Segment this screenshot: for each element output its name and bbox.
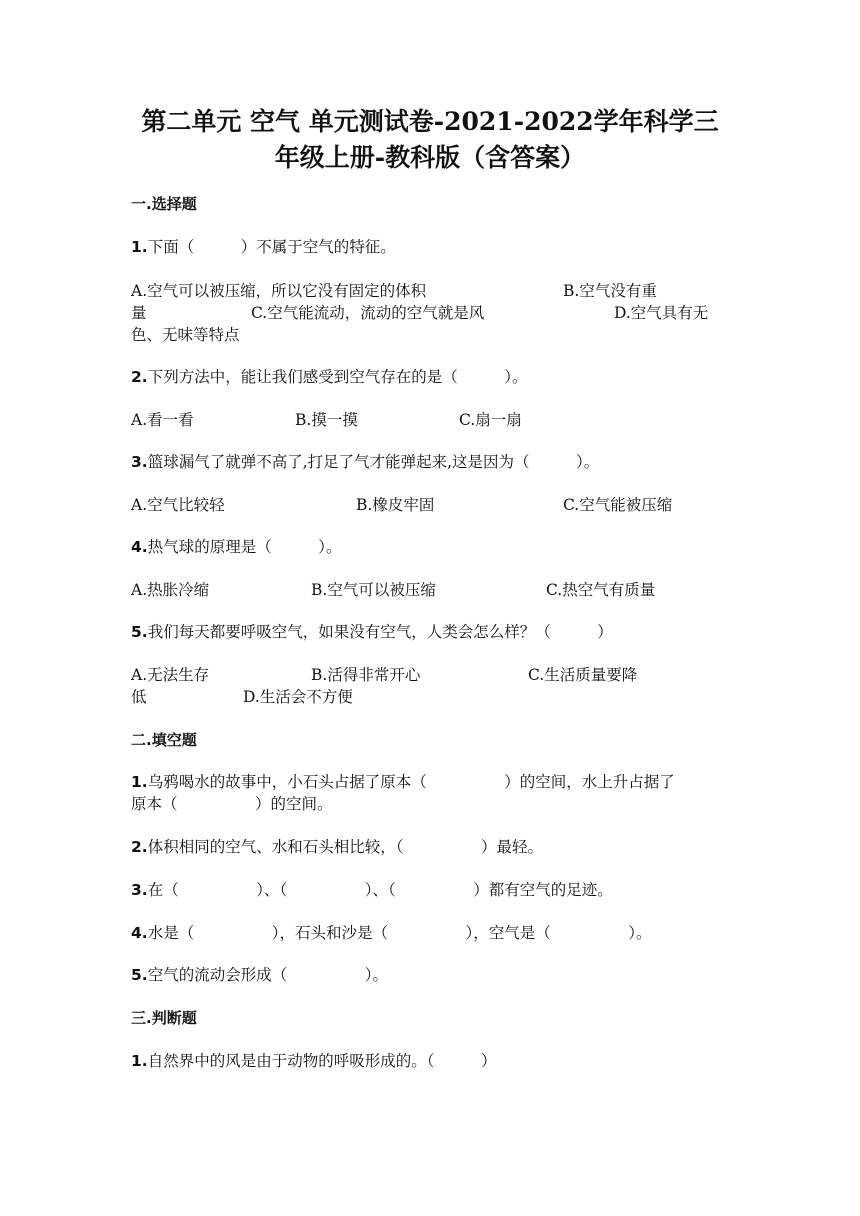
question-number: 1. [131, 773, 148, 791]
question-text: 下列方法中，能让我们感受到空气存在的是（ ）。 [147, 368, 528, 386]
section-heading-fill: 二.填空题 [131, 731, 197, 749]
title-line-1: 第二单元 空气 单元测试卷-2021-2022学年科学三 [141, 107, 719, 136]
question-2-2 [131, 836, 731, 858]
question-number: 1. [131, 1052, 148, 1070]
question-2-1-cont: 原本（ ）的空间。 [131, 795, 333, 813]
option-a: A.空气比较轻 [131, 496, 225, 514]
option-b: B.空气没有重 [563, 282, 657, 300]
option-b: B.橡皮牢固 [356, 496, 435, 514]
question-number: 2. [131, 368, 148, 386]
question-1-4 [131, 536, 731, 558]
section-heading-choice: 一.选择题 [131, 195, 197, 213]
question-text: 空气的流动会形成（ ）。 [147, 966, 388, 984]
section-heading-judge: 三.判断题 [131, 1009, 197, 1027]
question-2-3 [131, 879, 731, 901]
option-b: B.空气可以被压缩 [311, 581, 436, 599]
question-text: 篮球漏气了就弹不高了,打足了气才能弹起来,这是因为（ ）。 [147, 453, 600, 471]
question-text: 自然界中的风是由于动物的呼吸形成的。（ ） [147, 1052, 497, 1070]
question-text: 下面（ ）不属于空气的特征。 [147, 238, 396, 256]
option-a: A.热胀冷缩 [131, 581, 210, 599]
question-3-1 [131, 1050, 731, 1072]
option-a: A.空气可以被压缩，所以它没有固定的体积 [131, 282, 427, 300]
question-1-1 [131, 236, 731, 258]
option-c: C.扇一扇 [459, 411, 522, 429]
question-number: 4. [131, 538, 148, 556]
option-d-cont: 色、无味等特点 [131, 326, 240, 344]
option-b: B.活得非常开心 [311, 666, 421, 684]
question-text: 热气球的原理是（ ）。 [147, 538, 342, 556]
question-number: 2. [131, 838, 148, 856]
question-number: 3. [131, 453, 148, 471]
question-1-2 [131, 366, 731, 388]
option-d: D.空气具有无 [614, 304, 709, 322]
question-number: 3. [131, 881, 148, 899]
title-line-2: 年级上册-教科版（含答案） [274, 143, 586, 172]
question-text: 体积相同的空气、水和石头相比较，（ ）最轻。 [147, 838, 543, 856]
option-c: C.热空气有质量 [546, 581, 656, 599]
option-b: B.摸一摸 [295, 411, 358, 429]
option-a: A.无法生存 [131, 666, 210, 684]
question-number: 5. [131, 966, 148, 984]
question-text: 在（ ）、（ ）、（ ）都有空气的足迹。 [147, 881, 613, 899]
question-text: 乌鸦喝水的故事中，小石头占据了原本（ ）的空间，水上升占据了 [147, 773, 675, 791]
question-text: 我们每天都要呼吸空气，如果没有空气，人类会怎么样？（ ） [147, 623, 613, 641]
question-1-5 [131, 621, 731, 643]
option-c: C.生活质量要降 [528, 666, 638, 684]
question-number: 5. [131, 623, 148, 641]
question-2-5 [131, 964, 731, 986]
option-c: C.空气能被压缩 [563, 496, 673, 514]
option-a: A.看一看 [131, 411, 194, 429]
option-b-cont: 量 [131, 304, 147, 322]
option-c-cont: 低 [131, 688, 147, 706]
question-text: 水是（ ），石头和沙是（ ），空气是（ ）。 [147, 924, 652, 942]
question-2-1 [131, 771, 731, 793]
question-number: 1. [131, 238, 148, 256]
option-c: C.空气能流动，流动的空气就是风 [251, 304, 485, 322]
question-2-4 [131, 922, 731, 944]
document-title [100, 104, 760, 176]
option-d: D.生活会不方便 [243, 688, 353, 706]
question-1-3 [131, 451, 731, 473]
question-number: 4. [131, 924, 148, 942]
